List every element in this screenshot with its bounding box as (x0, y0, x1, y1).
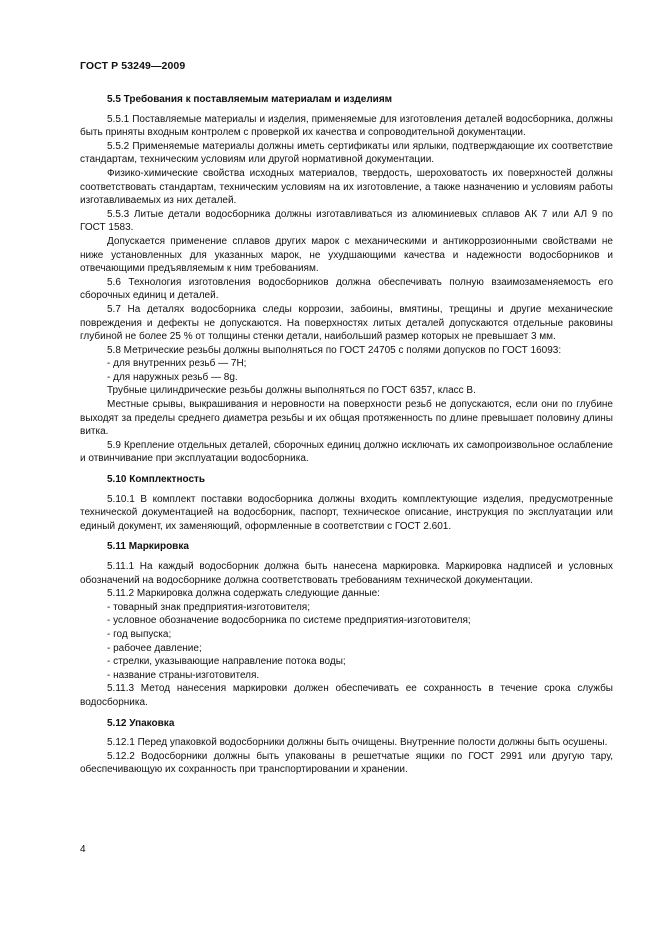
paragraph: Физико-химические свойства исходных материалов, твердость, шероховатость их поверхностей должны соответствовать стандартам, техническим условиям на их изготовление, а также назначению и условиям работы изготавливаемых из них деталей. (80, 167, 613, 207)
paragraph-5-8: 5.8 Метрические резьбы должны выполняться по ГОСТ 24705 с полями допусков по ГОСТ 16093: (107, 344, 562, 356)
section-heading-5-10: 5.10 Комплектность (107, 474, 206, 486)
page-number: 4 (80, 844, 86, 855)
paragraph-5-12-1: 5.12.1 Перед упаковкой водосборники должны быть очищены. Внутренние полости должны быть осушены. (107, 737, 608, 749)
list-item: - для наружных резьб — 8g. (107, 371, 238, 383)
paragraph-5-11-3: 5.11.3 Метод нанесения маркировки должен обеспечивать ее сохранность в течение срока службы водосборника. (80, 683, 613, 708)
paragraph: Местные срывы, выкрашивания и неровности на поверхности резьб не допускаются, если они по глубине выходят за пределы среднего диаметра резьбы и их общая протяженность по длине превышает половину длины витка. (80, 399, 613, 438)
list-item: - товарный знак предприятия-изготовителя; (107, 601, 310, 613)
list-item: - стрелки, указывающие направление потока воды; (107, 656, 346, 668)
list-item: - для внутренних резьб — 7Н; (107, 358, 247, 370)
paragraph: Допускается применение сплавов других марок с механическими и антикоррозионными свойствами не ниже установленных для указанных марок, не ухудшающими качества и надежности водосборников и отвечающими предъявляемым к ним требованиям. (80, 235, 613, 275)
document-body (80, 93, 613, 777)
document-code-header: ГОСТ Р 53249—2009 (80, 60, 186, 72)
paragraph-5-11-2: 5.11.2 Маркировка должна содержать следующие данные: (107, 588, 380, 600)
paragraph-5-12-2: 5.12.2 Водосборники должны быть упакованы в решетчатые ящики по ГОСТ 2991 или другую тару, обеспечивающую их сохранность при транспортировании и хранении. (80, 750, 613, 776)
paragraph-5-5-1: 5.5.1 Поставляемые материалы и изделия, применяемые для изготовления деталей водосборника, должны быть приняты входным контролем с проверкой их качества и сопроводительной документации. (80, 113, 613, 139)
list-item: - название страны-изготовителя. (107, 669, 260, 681)
paragraph-5-6: 5.6 Технология изготовления водосборников должна обеспечивать полную взаимозаменяемость его сборочных единиц и деталей. (80, 276, 613, 302)
section-heading-5-12: 5.12 Упаковка (107, 717, 175, 729)
paragraph-5-5-2: 5.5.2 Применяемые материалы должны иметь сертификаты или ярлыки, подтверждающие их соответствие стандартам, техническим условиям или другой нормативной документации. (80, 140, 613, 166)
paragraph: Трубные цилиндрические резьбы должны выполняться по ГОСТ 6357, класс В. (107, 385, 476, 397)
list-item: - год выпуска; (107, 628, 172, 640)
paragraph-5-7: 5.7 На деталях водосборника следы коррозии, забоины, вмятины, трещины и другие механические повреждения и дефекты не допускаются. На поверхностях литых деталей допускаются отдельные раковины глубиной не более 25 % от толщины стенки детали, наибольший размер которых не превышает 3 мм. (80, 303, 613, 343)
paragraph-5-10-1: 5.10.1 В комплект поставки водосборника должны входить комплектующие изделия, предусмотренные технической документацией на водосборник, паспорт, техническое описание, инструкция по эксплуатации или единый документ, их заменяющий, оформленные в соответствии с ГОСТ 2.601. (80, 493, 613, 532)
paragraph-5-11-1: 5.11.1 На каждый водосборник должна быть нанесена маркировка. Маркировка надписей и условных обозначений на водосборнике должна соответствовать требованиям технической документации. (80, 561, 613, 586)
list-item: - рабочее давление; (107, 642, 202, 654)
list-item: - условное обозначение водосборника по системе предприятия-изготовителя; (107, 615, 471, 627)
paragraph-5-5-3: 5.5.3 Литые детали водосборника должны изготавливаться из алюминиевых сплавов АК 7 или АЛ 9 по ГОСТ 1583. (80, 208, 613, 234)
paragraph-5-9: 5.9 Крепление отдельных деталей, сборочных единиц должно исключать их самопроизвольное ослабление и отвинчивание при эксплуатации водосборника. (80, 439, 613, 465)
section-heading-5-11: 5.11 Маркировка (107, 541, 189, 553)
section-heading-5-5: 5.5 Требования к поставляемым материалам и изделиям (107, 94, 393, 105)
